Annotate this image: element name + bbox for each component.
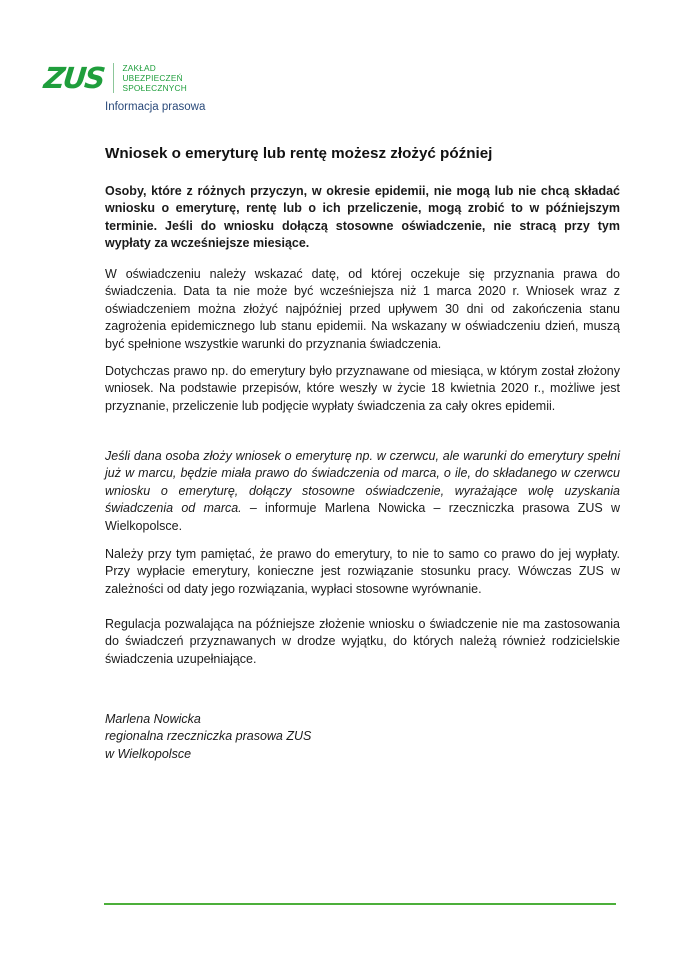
paragraph-text: Należy przy tym pamiętać, że prawo do emerytury, to nie to samo co prawo do jej wypłaty. Przy wypłacie emerytury, konieczne jest rozwiązanie stosunku pracy. Wówczas ZUS w zależności od daty jego rozwiązania, wypłaci stosowne wyrównanie. [105,547,620,596]
signature-location: w Wielkopolsce [105,746,192,761]
paragraph [105,363,620,415]
paragraph-text: Regulacja pozwalająca na późniejsze złożenie wniosku o świadczenie nie ma zastosowania do świadczeń przyznawanych w drodze wyjątku, do których należą również rodzicielskie świadczenia uzupełniające. [105,617,620,666]
lead-text: Osoby, które z różnych przyczyn, w okresie epidemii, nie mogą lub nie chcą składać wniosku o emeryturę, rentę lub o ich przeliczenie, mogą zrobić to w późniejszym terminie. Jeśli do wniosku dołączą stosowne oświadczenie, nie stracą przy tym wypłaty za wcześniejsze miesiące. [105,184,620,251]
quote-text: Jeśli dana osoba złoży wniosek o emeryturę np. w czerwcu, ale warunki do emerytury spełni już w marcu, będzie miała prawo do świadczenia od marca, o ile, do składanego w czerwcu wniosku o emeryturę, dołączy stosowne oświadczenie, wyrażające wolę uzyskania świadczenia od marca. [105,449,620,516]
lead-paragraph [105,183,620,253]
document-type: Informacja prasowa [105,101,206,113]
logo-text-line: ZAKŁAD [122,63,156,73]
paragraph [105,616,620,668]
paragraph [105,266,620,353]
zus-logo [44,62,187,94]
page-title: Wniosek o emeryturę lub rentę możesz złożyć później [105,145,493,162]
logo-divider [113,63,114,93]
quote-attribution: – informuje Marlena Nowicka – rzeczniczka prasowa ZUS w Wielkopolsce. [105,501,620,533]
logo-mark: ZUS [42,61,106,95]
logo-text-line: UBEZPIECZEŃ [122,73,183,83]
paragraph-text: Dotychczas prawo np. do emerytury było przyznawane od miesiąca, w którym został złożony wniosek. Na podstawie przepisów, które weszły w życie 18 kwietnia 2020 r., możliwe jest przyznanie, przeliczenie lub podjęcie wypłaty świadczenia za cały okres epidemii. [105,364,620,413]
quote-paragraph [105,448,620,535]
signature-block [105,711,311,763]
logo-text [122,63,186,93]
paragraph-text: W oświadczeniu należy wskazać datę, od której oczekuje się przyznania prawa do świadczenia. Data ta nie może być wcześniejsza niż 1 marca 2020 r. Wniosek wraz z oświadczeniem można złożyć najpóźniej przed upływem 30 dni od zakończenia stanu zagrożenia epidemicznego lub stanu epidemii. Na wskazany w oświadczeniu dzień, muszą być spełnione wszystkie warunki do przyznania świadczenia. [105,267,620,351]
logo-text-line: SPOŁECZNYCH [122,83,187,93]
footer-divider [104,903,616,905]
signature-role: regionalna rzeczniczka prasowa ZUS [105,729,312,744]
signature-name: Marlena Nowicka [105,712,201,726]
quote-block [105,448,620,535]
paragraph [105,546,620,598]
